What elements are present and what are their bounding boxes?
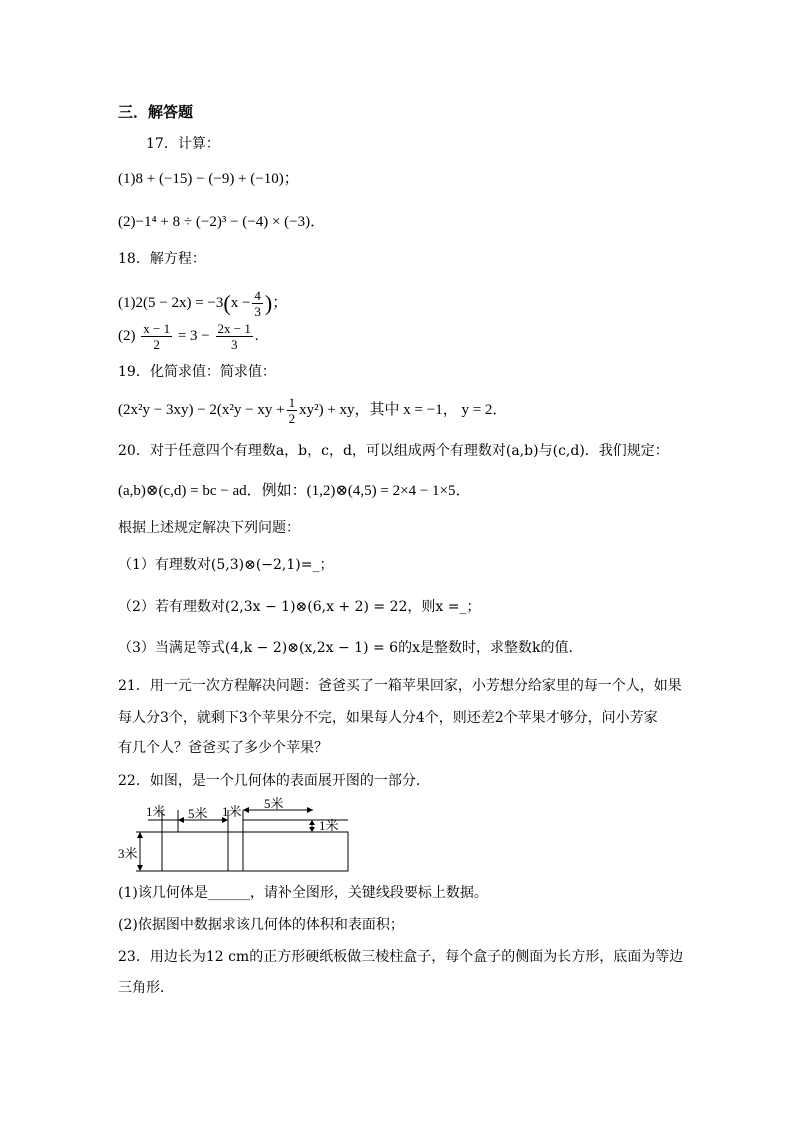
q23-line2: 三角形． [118, 980, 174, 996]
q20-part1: （1）有理数对(5,3)⊗(−2,1)=_； [118, 557, 334, 573]
q18-part2-fraction-right [216, 321, 253, 352]
fraction-numerator: 2x − 1 [217, 321, 251, 337]
fraction-numerator: x − 1 [143, 321, 171, 337]
fraction-denominator: 2 [153, 337, 160, 353]
fraction-numerator: 1 [288, 395, 296, 411]
q18-part2 [118, 318, 259, 354]
q18-part1 [118, 285, 287, 322]
label-1m-a: 1米 [146, 804, 166, 819]
q18-part2-end: . [254, 328, 259, 344]
label-5m-a: 5米 [188, 806, 208, 821]
q21-line2: 每人分3个，就剩下3个苹果分不完，如果每人分4个，则还差2个苹果才够分，问小芳家 [118, 710, 658, 726]
q17-part1: (1)8 + (−15) − (−9) + (−10)； [118, 171, 299, 187]
q18-part1-end: ； [272, 295, 288, 311]
q20-line2: (a,b)⊗(c,d) = bc − ad．例如：(1,2)⊗(4,5) = 2×4 − 1×5． [118, 483, 471, 499]
q20-part3: （3）当满足等式(4,k − 2)⊗(x,2x − 1) = 6的x是整数时，求整数k的值． [118, 640, 583, 656]
q22-part1: (1)该几何体是______，请补全图形，关键线段要标上数据。 [118, 885, 488, 901]
q22-part2: (2)依据图中数据求该几何体的体积和表面积； [118, 917, 404, 933]
q19-fraction [287, 395, 298, 426]
fraction-numerator: 4 [254, 288, 261, 304]
q18-stem: 18．解方程： [118, 251, 206, 267]
label-5m-b: 5米 [264, 796, 284, 811]
q21-line3: 有几个人？爸爸买了多少个苹果？ [118, 740, 328, 756]
q18-part1-lhs: (1)2(5 − 2x) = −3 [118, 295, 224, 311]
section-title: 三．解答题 [118, 103, 194, 121]
q20-line1: 20．对于任意四个有理数a，b，c，d，可以组成两个有理数对(a,b)与(c,d)．我们规定： [118, 443, 669, 459]
q18-part1-var: x − [230, 295, 251, 311]
q18-part2-fraction-left [141, 321, 172, 352]
q23-line1: 23．用边长为12 cm的正方形硬纸板做三棱柱盒子，每个盒子的侧面为长方形，底面为等边 [118, 949, 684, 965]
q21-line1: 21．用一元一次方程解决问题：爸爸买了一箱苹果回家，小芳想分给家里的每一个人，如果 [118, 678, 682, 694]
q19-stem: 19．化简求值：简求值： [118, 364, 276, 380]
label-1m-c: 1米 [319, 818, 339, 833]
q18-part2-mid: = 3 − [177, 328, 210, 344]
net-diagram [118, 796, 358, 876]
label-1m-b: 1米 [222, 804, 242, 819]
right-paren: ) [264, 290, 273, 316]
q17-stem: 17．计算： [146, 136, 220, 152]
q17-part2: (2)−1⁴ + 8 ÷ (−2)³ − (−4) × (−3)． [118, 214, 326, 230]
q18-part2-label: (2) [118, 328, 136, 344]
left-paren: ( [223, 290, 231, 316]
fraction-denominator: 3 [254, 304, 261, 320]
q19-expression [118, 393, 507, 427]
label-3m: 3米 [118, 846, 138, 861]
q20-line3: 根据上述规定解决下列问题： [118, 520, 300, 536]
q22-stem: 22．如图，是一个几何体的表面展开图的一部分． [118, 773, 430, 789]
q18-part1-fraction [252, 288, 263, 319]
q20-part2: （2）若有理数对(2,3x − 1)⊗(6,x + 2) = 22，则x =_； [118, 599, 481, 615]
q19-expression-b: xy²) + xy，其中 x = −1， y = 2． [299, 402, 508, 418]
q19-expression-a: (2x²y − 3xy) − 2(x²y − xy + [118, 402, 285, 418]
fraction-denominator: 3 [230, 337, 238, 353]
fraction-denominator: 2 [288, 411, 296, 427]
net-outline [162, 832, 348, 871]
